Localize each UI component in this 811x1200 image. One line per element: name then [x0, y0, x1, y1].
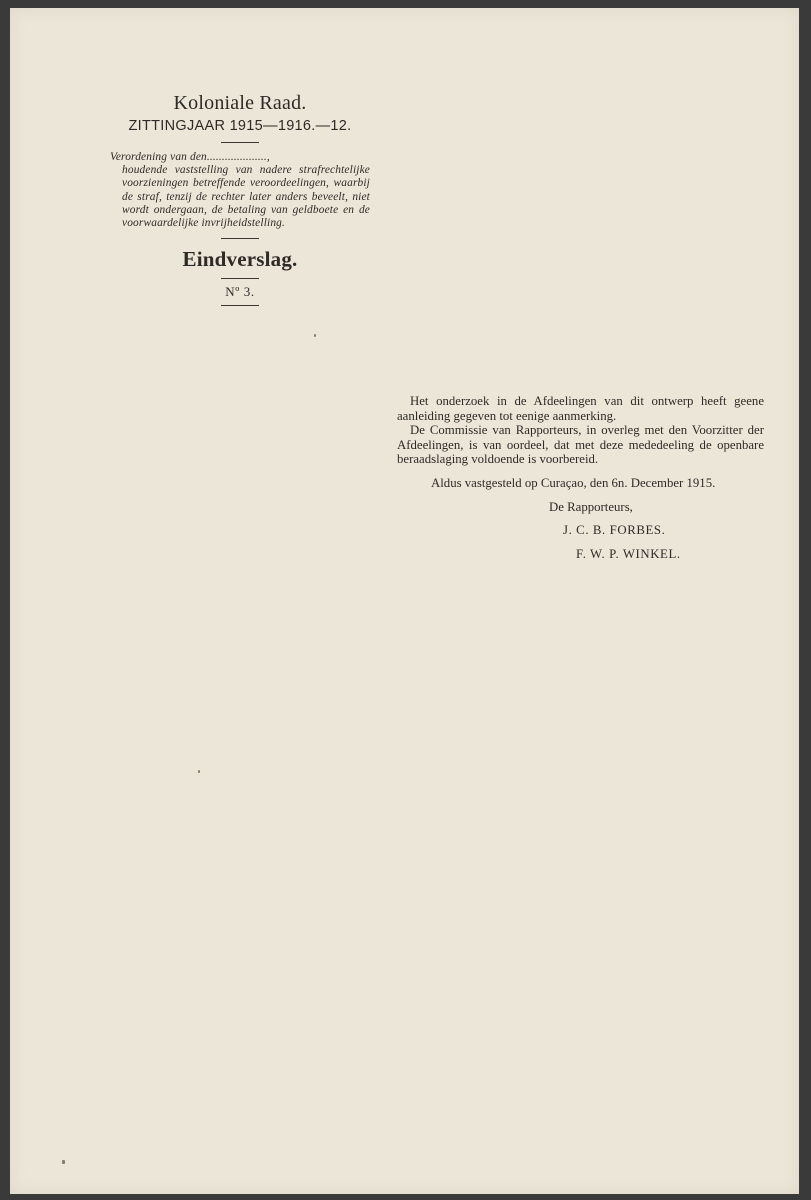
paper-speck	[62, 1160, 65, 1164]
adoption-line: Aldus vastgesteld op Curaçao, den 6n. December 1915.	[431, 475, 716, 490]
heading-block	[110, 92, 370, 311]
signatory-name: J. C. B. FORBES.	[563, 523, 666, 538]
paper-speck	[198, 770, 200, 773]
session-year: ZITTINGJAAR 1915—1916.—12.	[128, 118, 352, 134]
report-title: Eindverslag.	[182, 247, 298, 272]
ordinance-description-lead: Verordening van den....................,	[110, 151, 270, 163]
ordinance-description	[110, 151, 370, 230]
divider	[221, 278, 259, 279]
rapporteurs-heading: De Rapporteurs,	[549, 499, 633, 514]
signatory-name: F. W. P. WINKEL.	[576, 546, 681, 561]
ordinance-description-text: houdende vaststelling van nadere strafrechtelijke voorzieningen betreffende veroordeelingen, waarbij de straf, tenzij de rechter later anders beveelt, niet wordt ondergaan, de betaling van geldboete en de voorwaardelijke invrijheidstelling.	[122, 164, 370, 230]
divider	[221, 305, 259, 306]
divider	[221, 142, 259, 143]
paragraph-commission: De Commissie van Rapporteurs, in overleg met den Voorzitter der Afdeelingen, is van oordeel, dat met deze mededeeling de openbare beraadslaging voldoende is voorbereid.	[397, 423, 764, 467]
divider	[221, 238, 259, 239]
paragraph-examination: Het onderzoek in de Afdeelingen van dit ontwerp heeft geene aanleiding gegeven tot eenige aanmerking.	[397, 394, 764, 423]
council-title: Koloniale Raad.	[173, 92, 307, 114]
document-page	[10, 8, 799, 1194]
report-body	[397, 394, 764, 561]
paper-speck	[314, 334, 316, 337]
document-number: Nº 3.	[225, 284, 255, 300]
